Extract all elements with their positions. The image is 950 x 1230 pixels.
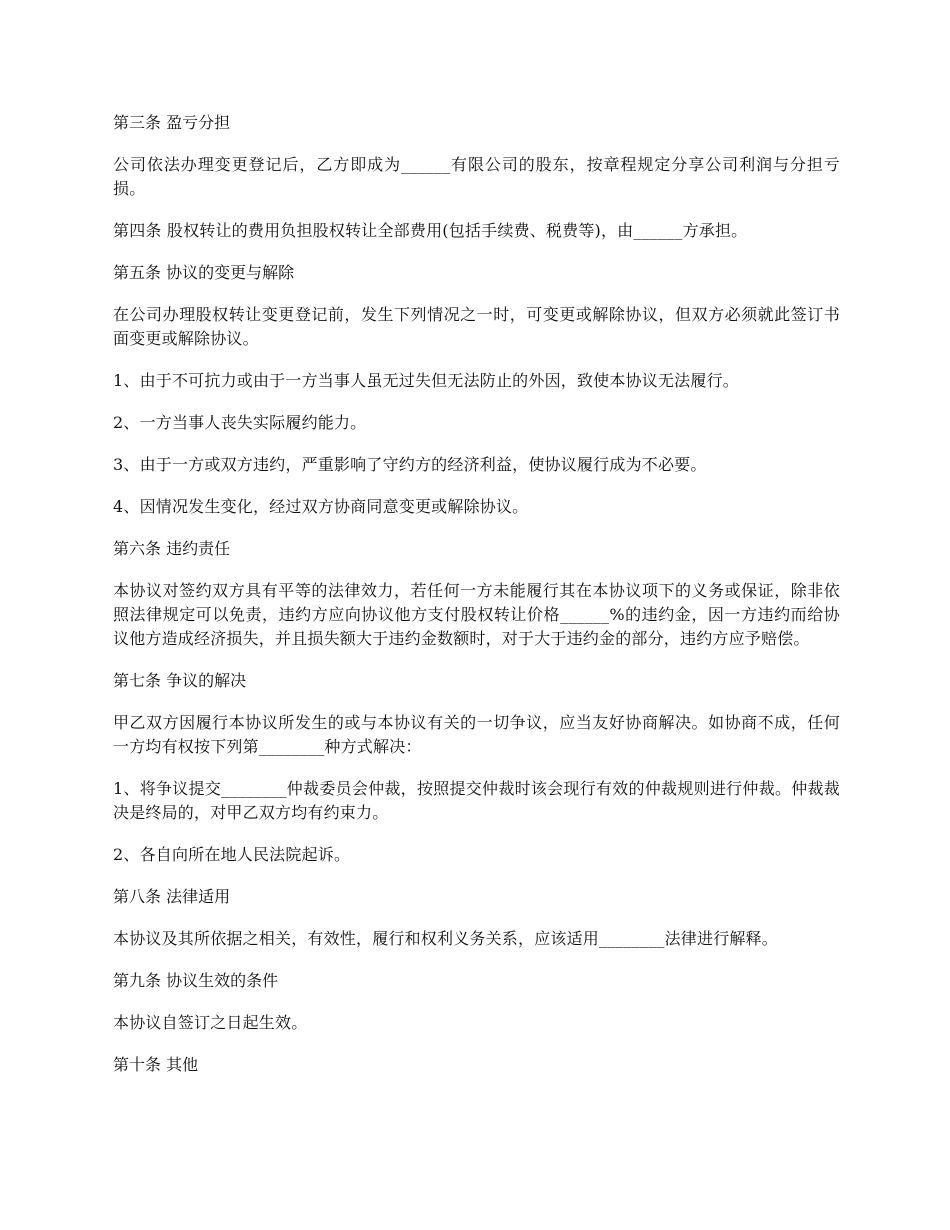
article-9-heading: 第九条 协议生效的条件 <box>113 971 279 990</box>
article-10-heading: 第十条 其他 <box>113 1055 199 1074</box>
article-5-item-3: 3、由于一方或双方违约，严重影响了守约方的经济利益，使协议履行成为不必要。 <box>113 455 707 474</box>
article-8-heading: 第八条 法律适用 <box>113 887 231 906</box>
article-3-heading: 第三条 盈亏分担 <box>113 113 231 132</box>
article-4-paragraph: 第四条 股权转让的费用负担股权转让全部费用(包括手续费、税费等)，由______方承担。 <box>113 221 748 240</box>
article-6-heading: 第六条 违约责任 <box>113 539 231 558</box>
article-6-paragraph: 本协议对签约双方具有平等的法律效力，若任何一方未能履行其在本协议项下的义务或保证，除非依照法律规定可以免责，违约方应向协议他方支付股权转让价格______%的违约金，因一方违约而给协议他方造成经济损失，并且损失额大于违约金数额时，对于大于违约金的部分，违约方应予赔偿。 <box>113 581 840 648</box>
article-3-paragraph: 公司依法办理变更登记后，乙方即成为______有限公司的股东，按章程规定分享公司利润与分担亏损。 <box>113 155 840 198</box>
article-5-item-2: 2、一方当事人丧失实际履约能力。 <box>113 413 367 432</box>
article-8-paragraph: 本协议及其所依据之相关，有效性，履行和权利义务关系，应该适用________法律进行解释。 <box>113 929 779 948</box>
document-body <box>113 111 840 1095</box>
article-7-intro: 甲乙双方因履行本协议所发生的或与本协议有关的一切争议，应当友好协商解决。如协商不成，任何一方均有权按下列第________种方式解决： <box>113 713 840 756</box>
article-5-intro: 在公司办理股权转让变更登记前，发生下列情况之一时，可变更或解除协议，但双方必须就此签订书面变更或解除协议。 <box>113 305 840 348</box>
article-7-heading: 第七条 争议的解决 <box>113 671 247 690</box>
article-9-paragraph: 本协议自签订之日起生效。 <box>113 1013 308 1032</box>
article-5-item-1: 1、由于不可抗力或由于一方当事人虽无过失但无法防止的外因，致使本协议无法履行。 <box>113 371 739 390</box>
article-7-item-1: 1、将争议提交________仲裁委员会仲裁，按照提交仲裁时该会现行有效的仲裁规则进行仲裁。仲裁裁决是终局的，对甲乙双方均有约束力。 <box>113 779 840 822</box>
article-5-item-4: 4、因情况发生变化，经过双方协商同意变更或解除协议。 <box>113 497 529 516</box>
article-5-heading: 第五条 协议的变更与解除 <box>113 263 295 282</box>
article-7-item-2: 2、各自向所在地人民法院起诉。 <box>113 845 351 864</box>
